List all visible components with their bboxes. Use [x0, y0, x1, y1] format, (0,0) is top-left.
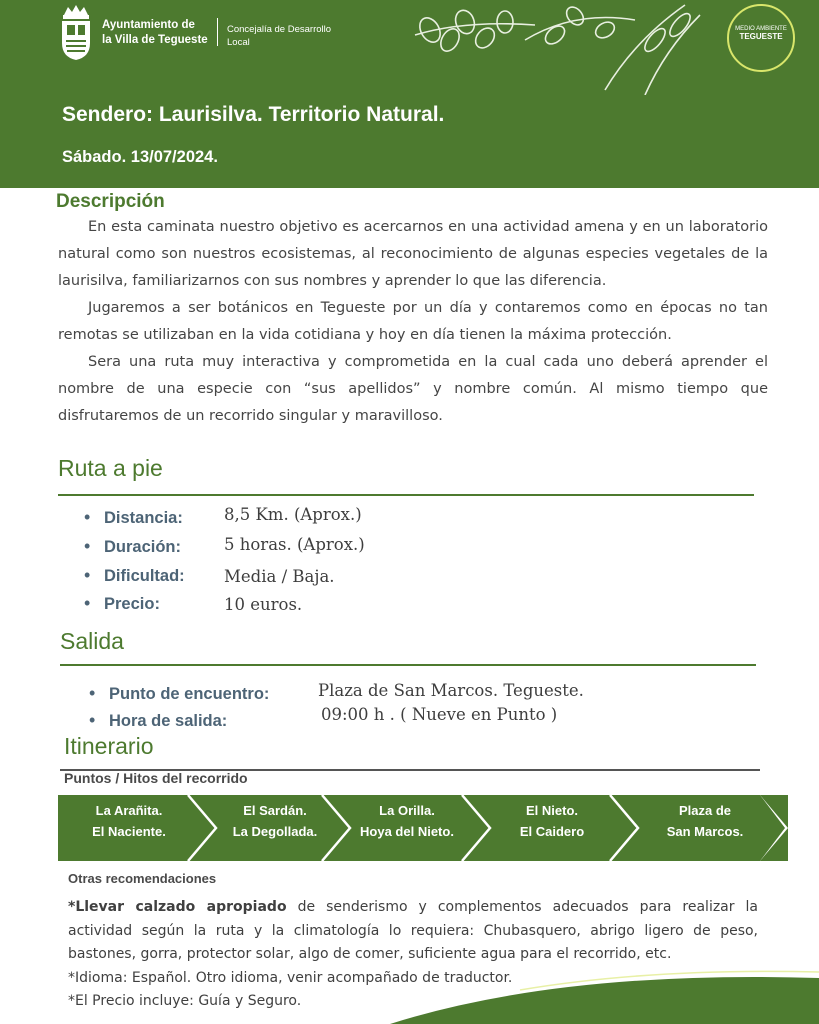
ruta-heading: Ruta a pie — [58, 455, 163, 481]
recomendacion-precio: *El Precio incluye: Guía y Seguro. — [68, 993, 302, 1009]
bullet-icon: • — [84, 593, 91, 613]
bullet-icon: • — [84, 565, 91, 585]
medio-ambiente-badge: MEDIO AMBIENTE TEGUESTE — [727, 4, 795, 72]
route-stop: La Orilla. Hoya del Nieto. — [360, 803, 454, 839]
header-banner — [0, 0, 819, 188]
descripcion-heading: Descripción — [56, 191, 165, 212]
bullet-icon: • — [89, 710, 96, 730]
route-stop: La Arañita. El Naciente. — [92, 803, 166, 839]
salida-heading: Salida — [60, 628, 124, 654]
route-stop: El Nieto. El Caidero — [519, 803, 585, 839]
route-stop: Plaza de San Marcos. — [666, 803, 744, 839]
ruta-divider — [58, 494, 754, 496]
descripcion-paragraph: En esta caminata nuestro objetivo es acercarnos en una actividad amena y en un laboratorio natural como son nuestros ecosistemas, al reconocimiento de algunas especies vegetales de la laurisilva, familiarizarnos con sus nombres y aprender lo que las diferencia. — [58, 219, 768, 289]
descripcion-paragraph: Sera una ruta muy interactiva y comprometida en la cual cada uno deberá aprender el nombre de una especie con “sus apellidos” y nombre común. Al mismo tiempo que disfrutaremos de un recorrido singular y maravilloso. — [58, 354, 768, 424]
route-stop: El Sardán. La Degollada. — [232, 803, 318, 839]
department-name: Concejalía de Desarrollo Local — [227, 24, 332, 48]
bullet-icon: • — [89, 683, 96, 703]
itinerario-subheading: Puntos / Hitos del recorrido — [64, 770, 248, 786]
organization-name: Ayuntamiento de la Villa de Tegueste — [102, 19, 208, 46]
page-title: Sendero: Laurisilva. Territorio Natural. — [62, 103, 445, 126]
recomendacion-idioma: *Idioma: Español. Otro idioma, venir acompañado de traductor. — [68, 969, 513, 986]
descripcion-paragraph: Jugaremos a ser botánicos en Tegueste por un día y contaremos como en épocas no tan remotas se utilizaban en la vida cotidiana y hoy en día tienen la máxima protección. — [58, 300, 768, 343]
bullet-icon: • — [84, 507, 91, 527]
descripcion-text — [58, 214, 768, 430]
footer-wave-decoration — [0, 960, 819, 1024]
salida-divider — [60, 664, 756, 666]
bullet-icon: • — [84, 536, 91, 556]
recomendacion-calzado: *Llevar calzado apropiado de senderismo y complementos adecuados para realizar la actividad según la ruta y la climatología lo requiera: Chubasquero, abrigo ligero de peso, bastones, gorra, protector solar, algo de comer, suficiente agua para el recorrido, etc. — [68, 899, 758, 962]
leaves-decoration-icon — [405, 0, 705, 95]
coat-of-arms-icon — [58, 3, 94, 61]
recomendaciones-heading: Otras recomendaciones — [68, 871, 217, 886]
header-divider — [217, 18, 218, 46]
event-date: Sábado. 13/07/2024. — [62, 148, 218, 166]
itinerario-heading: Itinerario — [64, 733, 154, 759]
